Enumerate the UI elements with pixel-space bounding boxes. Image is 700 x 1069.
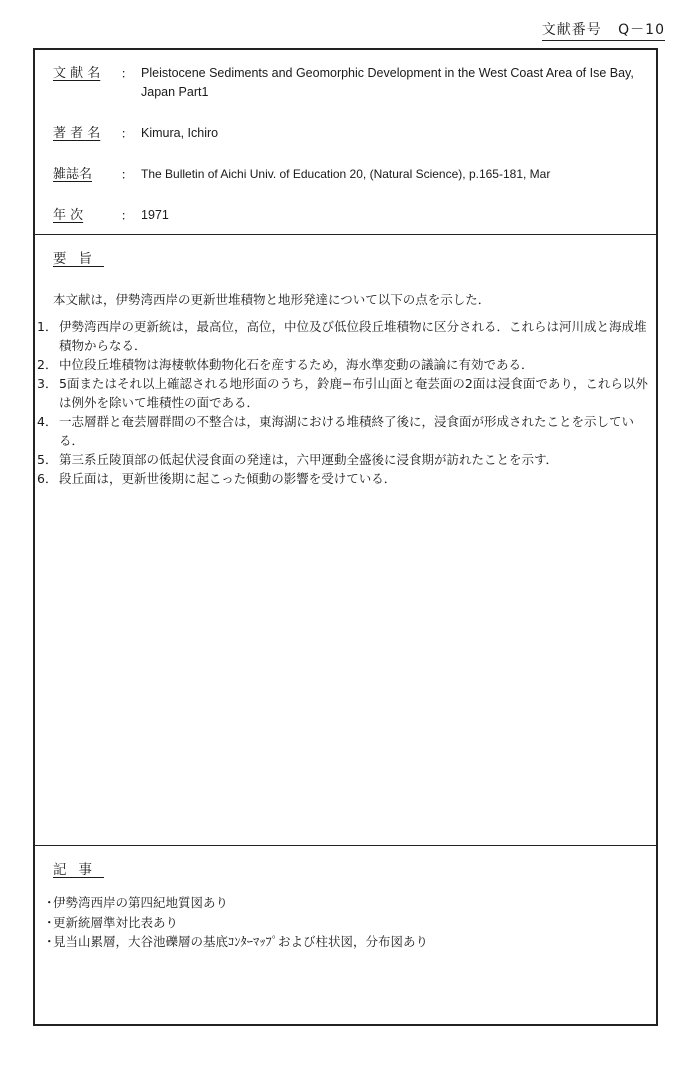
summary-item-number: 2． — [37, 357, 58, 372]
summary-item-text: 一志層群と奄芸層群間の不整合は，東海湖における堆積終了後に，浸食面が形成されたことを示している． — [59, 414, 635, 448]
title-row — [53, 64, 650, 102]
summary-item — [35, 355, 650, 374]
note-item — [43, 932, 428, 952]
title-value: Pleistocene Sediments and Geomorphic Development in the West Coast Area of Ise Bay, Japan Part1 — [141, 66, 634, 99]
summary-item-number: 6． — [37, 471, 58, 486]
author-row — [53, 124, 650, 143]
colon: ： — [120, 208, 134, 223]
note-item-text: 伊勢湾西岸の第四紀地質図あり — [53, 895, 229, 910]
journal-label: 雑誌名 — [53, 167, 93, 182]
summary-section — [35, 235, 656, 846]
document-number-label: 文献番号 — [541, 22, 602, 38]
summary-item-number: 1． — [37, 319, 58, 334]
colon: ： — [120, 126, 134, 141]
notes-title: 記事 — [53, 862, 104, 878]
notes-section — [35, 846, 656, 1022]
year-row — [53, 206, 650, 225]
year-label: 年 次 — [53, 208, 84, 223]
summary-item — [35, 469, 650, 488]
year-value: 1971 — [141, 208, 169, 222]
journal-row — [53, 165, 650, 184]
bullet: ・ — [43, 895, 56, 910]
colon: ： — [120, 66, 134, 81]
author-value: Kimura, Ichiro — [141, 126, 219, 140]
summary-intro: 本文献は，伊勢湾西岸の更新世堆積物と地形発達について以下の点を示した． — [53, 292, 491, 307]
bullet: ・ — [43, 914, 56, 930]
note-item-text: 更新統層準対比表あり — [53, 914, 179, 930]
summary-item — [35, 317, 650, 355]
summary-item-text: 中位段丘堆積物は海棲軟体動物化石を産するため，海水準変動の議論に有効である． — [59, 357, 534, 372]
summary-item-number: 3． — [37, 376, 58, 391]
notes-list — [43, 893, 428, 952]
summary-item-text: 伊勢湾西岸の更新統は，最高位，高位，中位及び低位段丘堆積物に区分される．これらは河川成と海成堆積物からなる． — [59, 319, 647, 353]
note-item — [43, 913, 428, 933]
document-frame — [33, 48, 658, 1026]
summary-item — [35, 450, 650, 469]
summary-title: 要旨 — [53, 251, 104, 267]
summary-item-text: 第三系丘陵頂部の低起伏浸食面の発達は，六甲運動全盛後に浸食期が訪れたことを示す． — [59, 452, 559, 467]
summary-item — [35, 374, 650, 412]
note-item — [43, 893, 428, 913]
summary-item-number: 5． — [37, 452, 58, 467]
note-item-text: 見当山累層，大谷池礫層の基底ｺﾝﾀｰﾏｯﾌﾟおよび柱状図，分布図あり — [53, 934, 429, 949]
summary-item — [35, 412, 650, 450]
bullet: ・ — [43, 934, 56, 949]
summary-list — [35, 317, 650, 488]
journal-value: The Bulletin of Aichi Univ. of Education 20, (Natural Science), p.165-181, Mar — [141, 167, 551, 181]
summary-item-number: 4． — [37, 414, 58, 429]
document-number-value: Q－10 — [618, 22, 665, 38]
summary-item-text: 5面またはそれ以上確認される地形面のうち，鈴鹿−布引山面と奄芸面の2面は浸食面であり，これら以外は例外を除いて堆積性の面である． — [59, 376, 648, 410]
colon: ： — [120, 167, 134, 182]
bibliography-section — [35, 50, 656, 235]
title-label: 文 献 名 — [53, 66, 101, 81]
document-number — [542, 22, 665, 41]
author-label: 著 者 名 — [53, 126, 101, 141]
summary-item-text: 段丘面は，更新世後期に起こった傾動の影響を受けている． — [59, 471, 397, 486]
